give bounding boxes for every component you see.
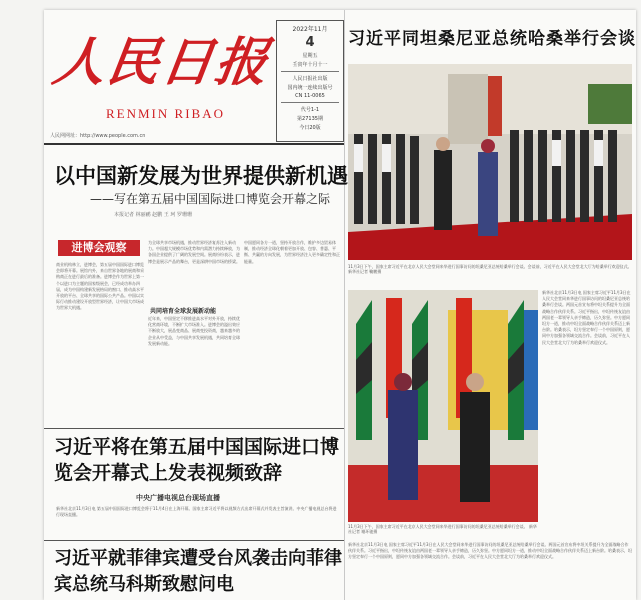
headline-philippines-condolence: 习近平就菲律宾遭受台风袭击向菲律宾总统马科斯致慰问电: [54, 548, 342, 595]
main-subtitle: ——写在第五届中国国际进口博览会开幕之际: [90, 192, 331, 206]
main-byline: 本报记者 林丽鹂 赵鹏 王 珂 罗珊珊: [114, 212, 192, 218]
right-headline: 习近平同坦桑尼亚总统哈桑举行会谈: [348, 29, 636, 49]
date-divider: [281, 102, 339, 103]
masthead-rule: [44, 143, 344, 145]
issue-number: 第27135期: [297, 116, 323, 122]
code-line: 代号1-1: [300, 107, 320, 113]
article-column-3: 近年来，中国坚定不移推进高水平对外开放，持续优化营商环境，不断扩大市场准入。进博会的溢出效应不断放大，展品变商品、展商变投资商，越来越多的企业从中受益，与中国共享发展机遇，共同培育全球发展新动能。: [148, 316, 240, 346]
date-box: [276, 20, 344, 142]
right-article-text: 新华社北京11月3日电 国家主席习近平11月3日在人民大会堂同来华进行国事访问的坦桑尼亚总统哈桑举行会谈。两国元首宣布将中坦关系提升为全面战略合作伙伴关系。习近平指出，中坦传统友谊由两国老一辈领导人亲手缔造，历久弥坚。中方愿同坦方一道，推动中坦全面战略合作伙伴关系迈上新台阶。哈桑表示，坦方坚定奉行一个中国原则，愿同中方加强各领域交流合作。会谈前，习近平在人民大会堂北大厅为哈桑举行欢迎仪式。: [542, 290, 631, 345]
page-count: 今日20版: [299, 125, 321, 131]
photo-welcome-ceremony: [348, 64, 632, 260]
article-column-1: 商业机构林立，进博会，第五届中国国际进口博览会即将开幕。展馆内外，来自世界各地的展商和采购商正在进行最后的准备。进博会作为世界上第一个以进口为主题的国家级展会，已经成功举办四届，成为中国构建新发展格局的窗口、推动高水平开放的平台、全球共享的国际公共产品。中国以实际行动推动建设开放型世界经济，让中国大市场成为世界大机遇。: [56, 262, 144, 311]
article-column-2: 为全球共享市场机遇，推动世界经济复苏注入新动力。中国超大规模市场优势和内需潜力持续释放，为各国企业提供了广阔的发展空间。展商纷纷表示，进博会是展示产品的舞台，更是深耕中国市场的桥梁。: [148, 240, 240, 264]
photo1-caption: 11月3日下午，国家主席习近平在北京人民大会堂同来华进行国事访问的坦桑尼亚总统哈桑举行会谈。会谈前，习近平在人民大会堂北大厅为哈桑举行欢迎仪式。 新华社记者 鞠鹏摄: [348, 264, 632, 274]
photo2-caption: 11月3日下午，国家主席习近平在北京人民大会堂同来华进行国事访问的坦桑尼亚总统哈桑举行会谈。 新华社记者 谢环驰摄: [348, 524, 537, 534]
masthead-logo: 人民日报: [49, 32, 274, 93]
date-lunar: 壬寅年十月十一: [292, 62, 328, 68]
right-lower-text: 新华社北京11月3日电 国家主席习近平11月3日在人民大会堂同来华进行国事访问的坦桑尼亚总统哈桑举行会谈。两国元首宣布将中坦关系提升为全面战略合作伙伴关系。习近平指出，中坦传统友谊由两国老一辈领导人亲手缔造，历久弥坚。中方愿同坦方一道，推动中坦全面战略合作伙伴关系迈上新台阶。哈桑表示，坦方坚定奉行一个中国原则，愿同中方加强各领域交流合作。会谈前，习近平在人民大会堂北大厅为哈桑举行欢迎仪式。: [348, 542, 632, 560]
section-rule: [44, 540, 344, 541]
section-rule: [44, 428, 344, 429]
photo-welcome-ceremony-graphic: [348, 64, 632, 260]
photo-talks: [348, 290, 538, 522]
date-divider: [281, 71, 339, 72]
issue-line: 国内统一连续出版号: [287, 85, 333, 91]
headline-expo-speech: 习近平将在第五届中国国际进口博览会开幕式上发表视频致辞: [54, 436, 340, 484]
headline-expo-speech-sub: 中央广播电视总台现场直播: [136, 494, 220, 502]
date-weekday: 星期五: [302, 53, 318, 59]
main-headline: 以中国新发展为世界提供新机遇: [54, 164, 348, 188]
section-tag: 进博会观察: [58, 240, 140, 256]
photo-talks-graphic: [348, 290, 538, 522]
website-line: 人民网网址：http://www.people.com.cn: [50, 133, 146, 139]
cn-number: CN 11-0065: [295, 93, 325, 99]
date-year-month: 2022年11月: [292, 26, 328, 33]
column-divider: [344, 10, 345, 600]
publisher-line: 人民日报社出版: [292, 76, 328, 82]
article-column-4: 中国愿同各方一道，坚持开放合作，维护多边贸易体制，推动经济全球化朝着更加开放、包容、普惠、平衡、共赢的方向发展，为世界经济注入更多确定性和正能量。: [244, 240, 340, 264]
expo-speech-text: 新华社北京11月3日电 第五届中国国际进口博览会将于11月4日在上海开幕。国家主席习近平将以视频方式出席开幕式并发表主旨演讲。中央广播电视总台将进行现场直播。: [56, 506, 337, 518]
masthead-logo-english: RENMIN RIBAO: [106, 106, 225, 121]
newspaper-page: [44, 10, 636, 600]
article-subhead: 共同培育全球发展新动能: [150, 308, 217, 315]
date-day: 4: [305, 35, 315, 50]
